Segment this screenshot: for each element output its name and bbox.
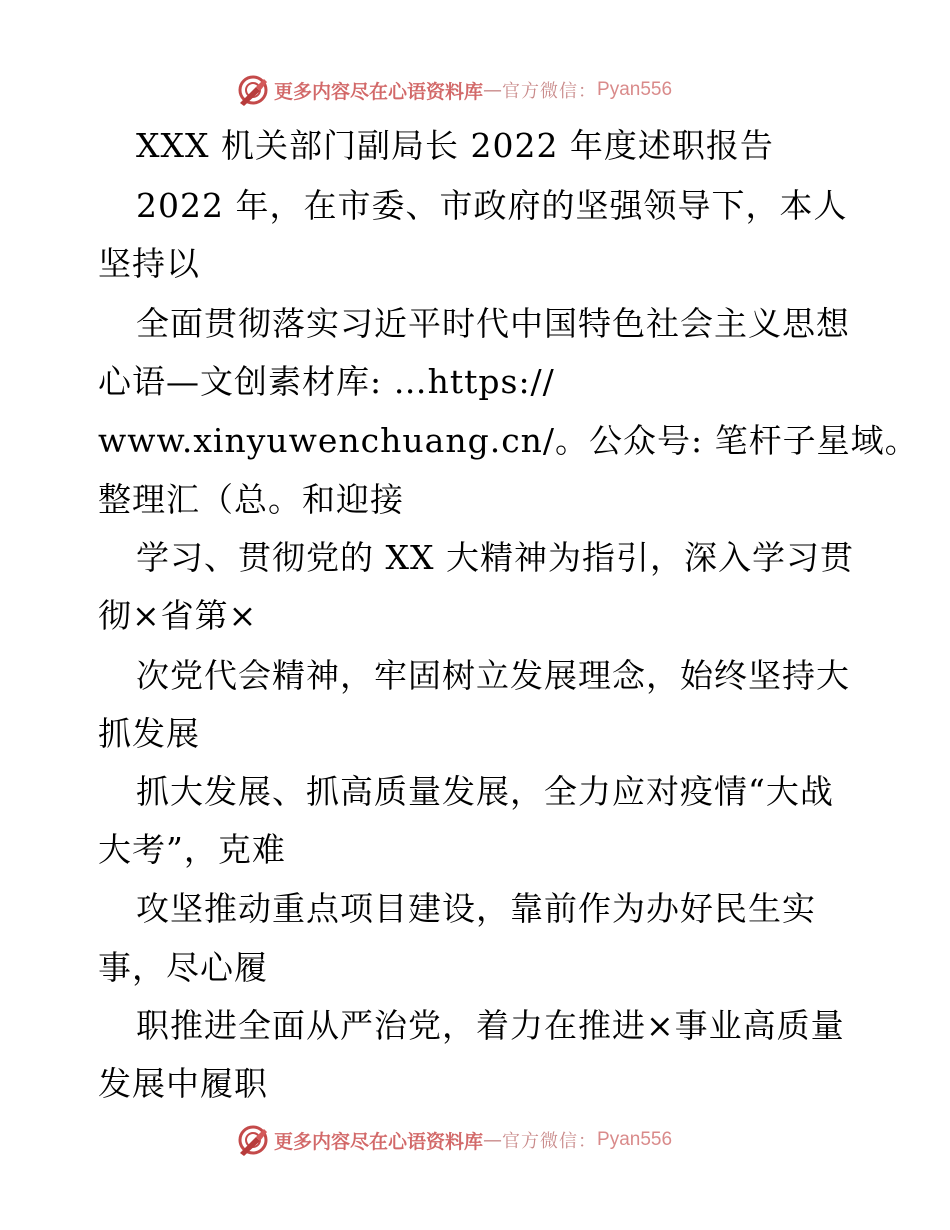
pen-logo-icon (236, 1123, 270, 1157)
paragraph-line: 抓大发展、抓高质量发展，全力应对疫情“大战 (136, 772, 834, 811)
paragraph-line: 彻×省第× (98, 596, 258, 635)
paragraph-line: 心语—文创素材库: …https:// (98, 362, 555, 401)
watermark-dash: — (483, 1129, 503, 1151)
paragraph-line: 次党代会精神，牢固树立发展理念，始终坚持大 (136, 656, 850, 695)
paragraph-line: 大考”，克难 (98, 830, 286, 869)
paragraph-line: 攻坚推动重点项目建设，靠前作为办好民生实 (136, 889, 816, 928)
watermark-wechat-id: Pyan556 (597, 79, 673, 100)
paragraph-line: 发展中履职 (98, 1064, 268, 1103)
paragraph-line: 事，尽心履 (98, 948, 268, 987)
paragraph-line: 学习、贯彻党的 XX 大精神为指引，深入学习贯 (136, 538, 854, 577)
paragraph-line: 全面贯彻落实习近平时代中国特色社会主义思想 (136, 304, 850, 343)
paragraph-line: 职推进全面从严治党，着力在推进×事业高质量 (136, 1006, 845, 1045)
paragraph-line: 抓发展 (98, 714, 200, 753)
paragraph-line: 坚持以 (98, 244, 200, 283)
watermark-dash: — (483, 79, 503, 101)
paragraph-line: www.xinyuwenchuang.cn/。公众号: 笔杆子星域。 (98, 421, 919, 460)
paragraph-line: 2022 年，在市委、市政府的坚强领导下，本人 (136, 186, 848, 225)
watermark-banner-bottom (0, 1120, 950, 1160)
watermark-wechat-label: 官方微信： (502, 81, 598, 102)
watermark-wechat-label: 官方微信： (502, 1131, 598, 1152)
watermark-text: 更多内容尽在心语资料库 (274, 80, 484, 103)
paragraph-line: 整理汇（总。和迎接 (98, 480, 404, 519)
document-title: XXX 机关部门副局长 2022 年度述职报告 (136, 126, 774, 165)
watermark-text: 更多内容尽在心语资料库 (274, 1130, 484, 1153)
watermark-wechat-id: Pyan556 (597, 1129, 673, 1150)
